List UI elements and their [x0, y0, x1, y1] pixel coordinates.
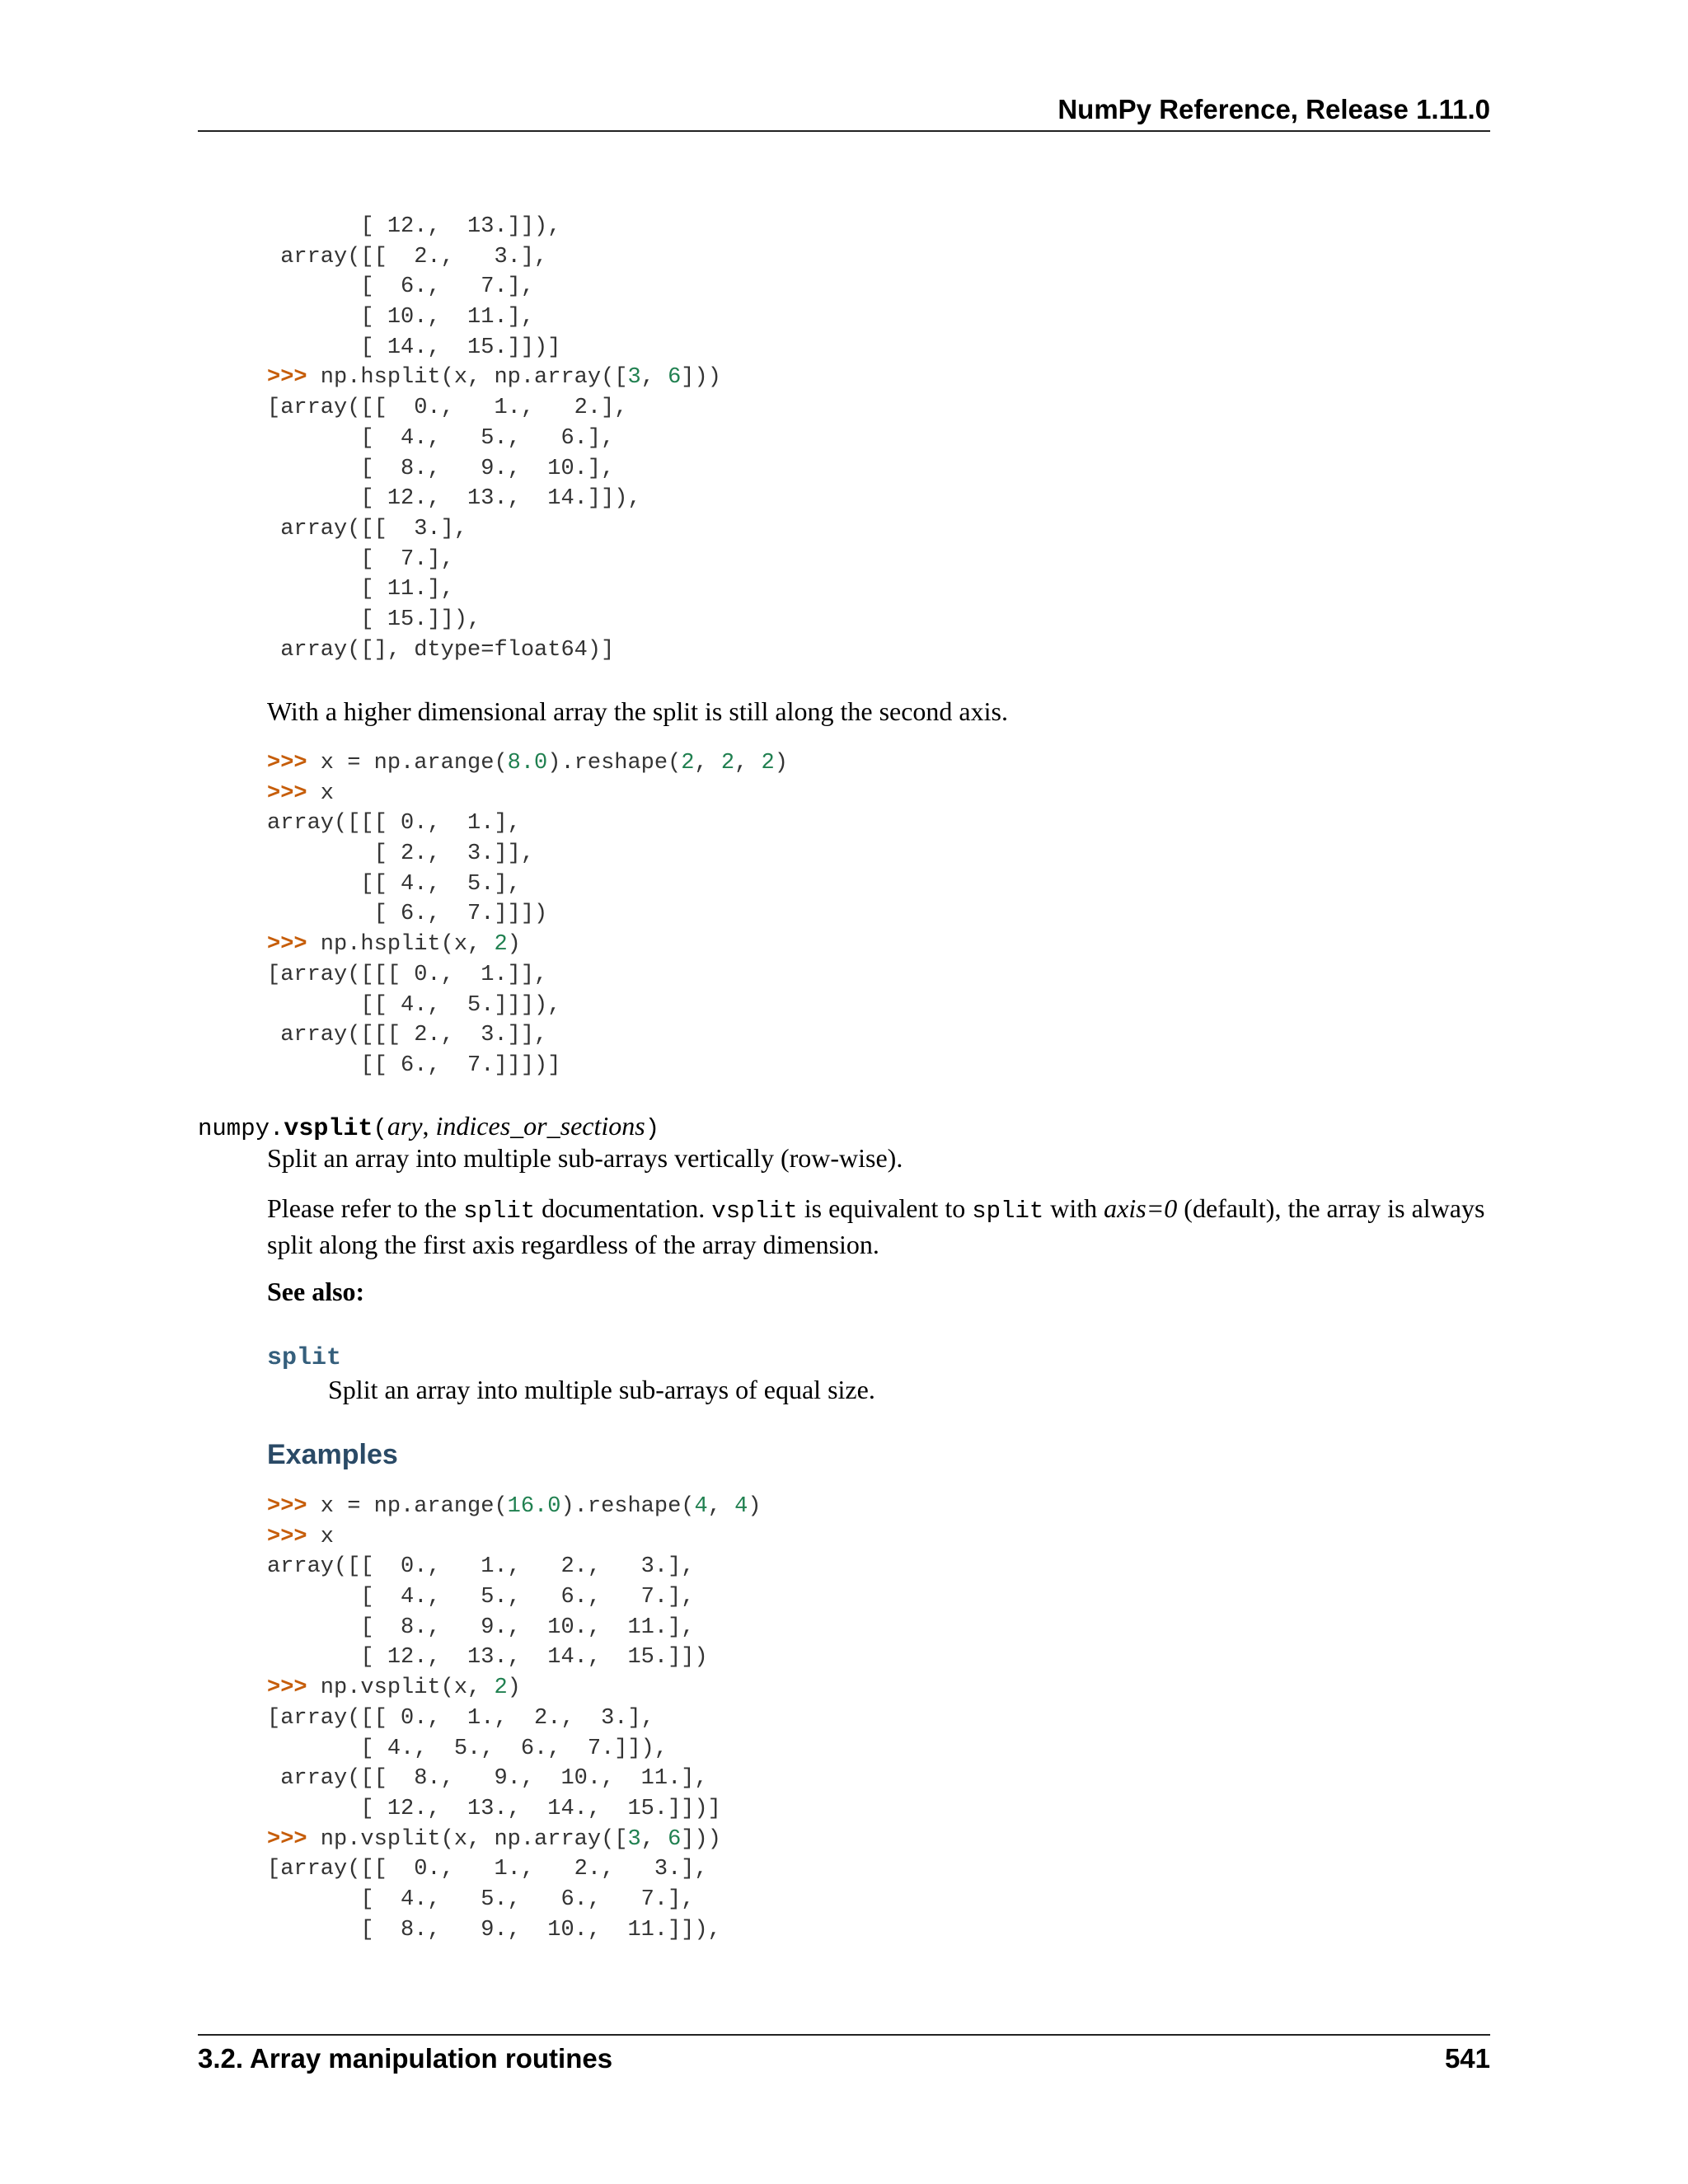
signature-param-indices: indices_or_sections — [435, 1111, 645, 1141]
code-block-hsplit-tail — [267, 212, 721, 665]
function-signature — [198, 1109, 659, 1146]
code-block-vsplit-examples — [267, 1492, 762, 1945]
code-line: [ 7.], — [267, 546, 454, 572]
code-line: >>> np.vsplit(x, 2) — [267, 1675, 521, 1701]
footer-section: 3.2. Array manipulation routines — [198, 2043, 613, 2074]
header-rule — [198, 130, 1490, 132]
code-line: >>> np.hsplit(x, np.array([3, 6])) — [267, 365, 721, 391]
code-line: [array([[ 0., 1., 2.], — [267, 396, 628, 421]
code-line: [[ 6., 7.]]])] — [267, 1052, 561, 1078]
inline-axis: axis=0 — [1104, 1193, 1178, 1223]
signature-open-paren: ( — [373, 1115, 387, 1142]
code-line: [array([[ 0., 1., 2., 3.], — [267, 1705, 654, 1731]
code-line: array([[ 0., 1., 2., 3.], — [267, 1554, 695, 1580]
code-line: [ 4., 5., 6., 7.], — [267, 1585, 695, 1610]
code-line: [ 12., 13., 14., 15.]]) — [267, 1645, 708, 1671]
function-summary: Split an array into multiple sub-arrays vertically (row-wise). — [267, 1143, 903, 1173]
see-also-desc: Split an array into multiple sub-arrays of equal size. — [328, 1375, 875, 1404]
code-line: [ 8., 9., 10.], — [267, 456, 615, 481]
code-line: [[ 4., 5.]]]), — [267, 992, 561, 1018]
code-line: >>> x = np.arange(16.0).reshape(4, 4) — [267, 1494, 762, 1519]
code-line: [ 8., 9., 10., 11.], — [267, 1615, 695, 1640]
inline-code-split: split — [463, 1197, 536, 1225]
code-line: [ 11.], — [267, 577, 454, 602]
code-line: [ 4., 5., 6., 7.]]), — [267, 1736, 668, 1761]
examples-heading: Examples — [267, 1439, 398, 1470]
code-line: >>> x = np.arange(8.0).reshape(2, 2, 2) — [267, 751, 788, 776]
code-line: [array([[[ 0., 1.]], — [267, 962, 548, 987]
code-line: [ 15.]]), — [267, 607, 481, 632]
code-line: [ 10., 11.], — [267, 305, 535, 330]
code-line: [ 8., 9., 10., 11.]]), — [267, 1917, 721, 1943]
desc-text: documentation. — [535, 1193, 712, 1223]
paragraph-higher-dim: With a higher dimensional array the split is still along the second axis. — [267, 696, 1008, 726]
inline-code-vsplit: vsplit — [711, 1197, 798, 1225]
code-line: [ 14., 15.]])] — [267, 335, 561, 360]
see-also-title: See also: — [267, 1277, 365, 1306]
code-line: >>> x — [267, 780, 335, 806]
inline-code-split: split — [972, 1197, 1044, 1225]
see-also-link-split[interactable]: split — [267, 1344, 342, 1372]
desc-text: is equivalent to — [797, 1193, 973, 1223]
code-line: array([], dtype=float64)] — [267, 637, 615, 663]
code-line: array([[[ 0., 1.], — [267, 811, 521, 837]
code-line: array([[ 3.], — [267, 516, 468, 541]
signature-separator: , — [422, 1111, 436, 1141]
signature-param-ary: ary — [387, 1111, 423, 1141]
signature-close-paren: ) — [645, 1115, 660, 1142]
signature-name: vsplit — [284, 1115, 373, 1143]
code-line: [ 6., 7.], — [267, 274, 535, 300]
code-line: >>> np.vsplit(x, np.array([3, 6])) — [267, 1826, 721, 1852]
code-line: [array([[ 0., 1., 2., 3.], — [267, 1857, 708, 1882]
code-line: [ 6., 7.]]]) — [267, 902, 548, 927]
page-number: 541 — [1444, 2043, 1490, 2074]
signature-module: numpy. — [198, 1115, 284, 1142]
code-line: [ 12., 13.]]), — [267, 214, 561, 239]
code-block-hsplit-3d — [267, 748, 788, 1081]
desc-text: Please refer to the — [267, 1193, 464, 1223]
code-line: [[ 4., 5.], — [267, 871, 521, 897]
code-line: array([[ 8., 9., 10., 11.], — [267, 1766, 708, 1792]
code-line: >>> x — [267, 1524, 335, 1549]
page-header: NumPy Reference, Release 1.11.0 — [1057, 94, 1490, 124]
code-line: array([[[ 2., 3.]], — [267, 1023, 548, 1048]
footer-rule — [198, 2034, 1490, 2036]
desc-text: (default), the array is always split along the first axis regardless of the array dimension. — [267, 1193, 1485, 1259]
code-line: [ 12., 13., 14.]]), — [267, 486, 641, 512]
function-description — [267, 1192, 1490, 1261]
code-line: >>> np.hsplit(x, 2) — [267, 932, 521, 958]
code-line: [ 2., 3.]], — [267, 841, 535, 867]
desc-text: with — [1043, 1193, 1104, 1223]
code-line: [ 12., 13., 14., 15.]])] — [267, 1796, 721, 1821]
page-footer — [198, 2041, 1490, 2076]
code-line: [ 4., 5., 6.], — [267, 425, 615, 451]
code-line: [ 4., 5., 6., 7.], — [267, 1886, 695, 1912]
code-line: array([[ 2., 3.], — [267, 244, 548, 269]
